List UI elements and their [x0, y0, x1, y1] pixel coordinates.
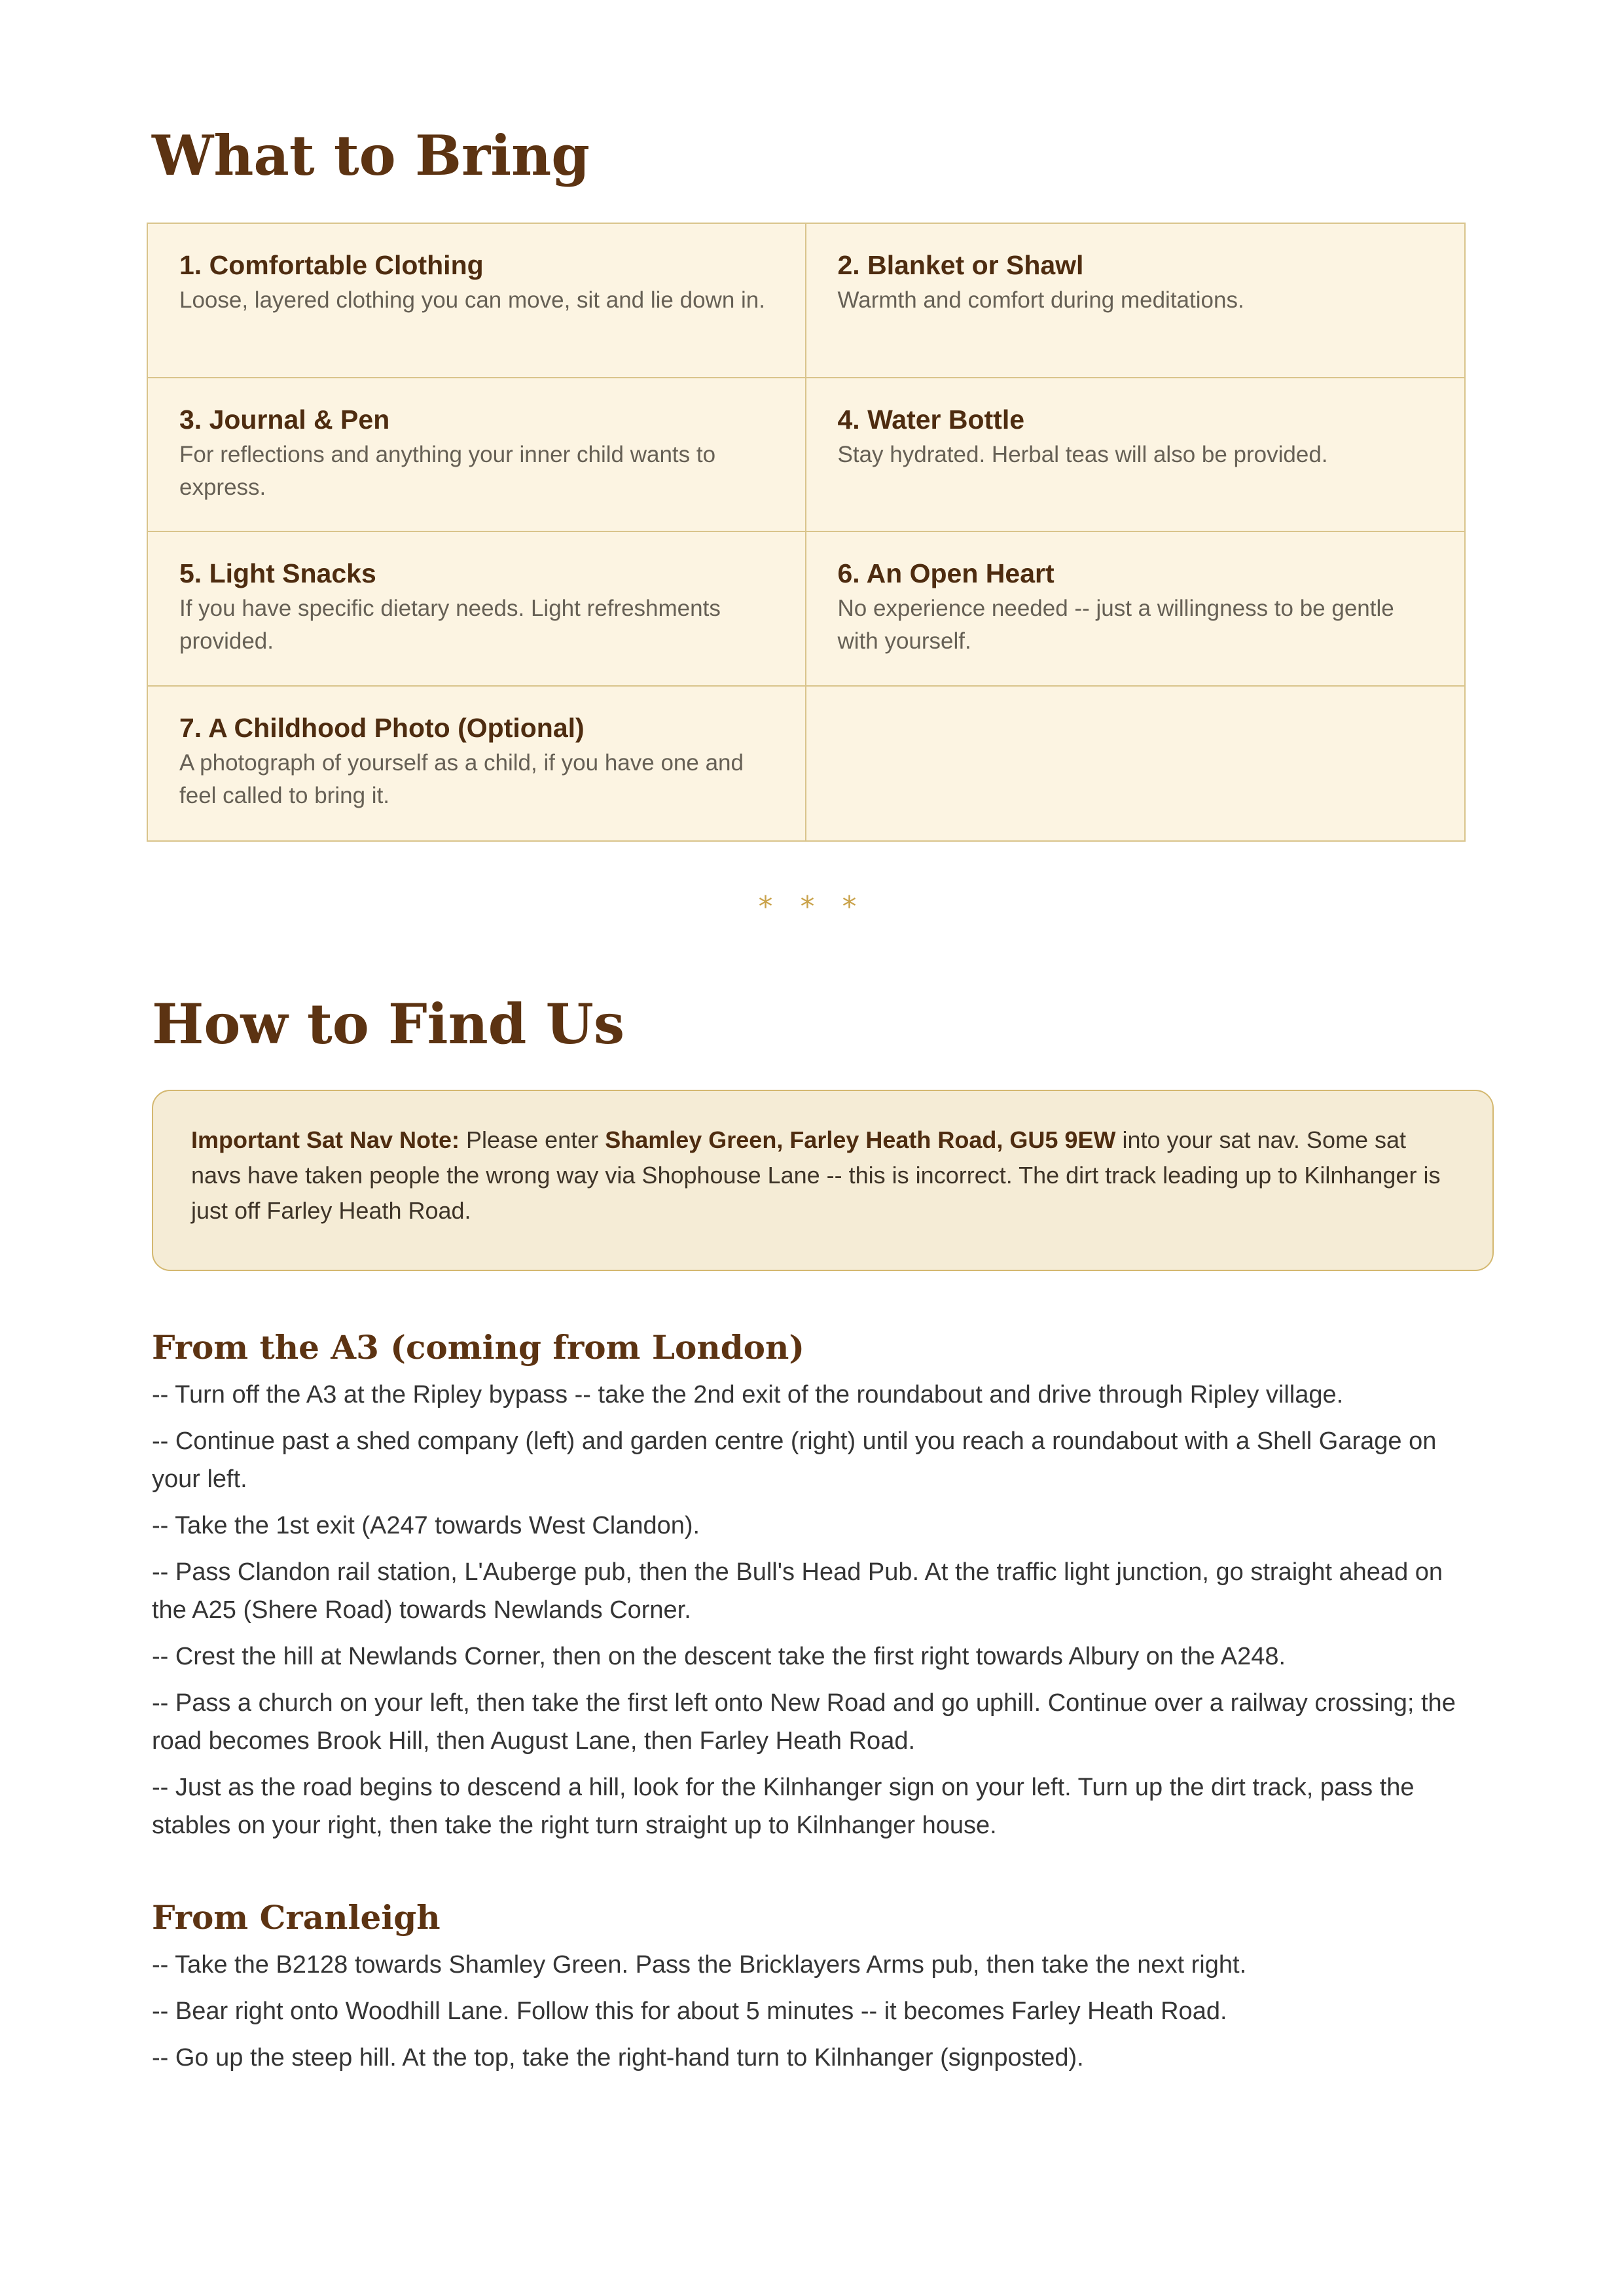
bring-item	[148, 532, 806, 687]
bring-item-desc: Warmth and comfort during meditations.	[837, 287, 1244, 313]
note-text: Please enter	[460, 1126, 605, 1153]
bring-item-desc: No experience needed -- just a willingness to be gentle with yourself.	[837, 596, 1394, 654]
bring-item-title: 3. Journal & Pen	[179, 404, 390, 435]
how-to-find-us-heading: How to Find Us	[152, 992, 625, 1056]
direction-step: -- Pass a church on your left, then take the first left onto New Road and go uphill. Continue over a railway crossing; the road becomes Brook Hill, then August Lane, then Farley Heath Road.	[152, 1689, 1456, 1755]
what-to-bring-heading: What to Bring	[152, 123, 590, 188]
bring-item-title: 7. A Childhood Photo (Optional)	[179, 712, 585, 743]
what-to-bring-grid	[147, 223, 1466, 842]
bring-item	[148, 224, 806, 378]
bring-item	[806, 532, 1465, 687]
note-text: into your sat nav. Some sat navs have taken people the wrong way via Shophouse Lane -- this is incorrect. The dirt track leading up to Kilnhanger is just off Farley Heath Road.	[191, 1126, 1441, 1224]
direction-step: -- Pass Clandon rail station, L'Auberge pub, then the Bull's Head Pub. At the traffic light junction, go straight ahead on the A25 (Shere Road) towards Newlands Corner.	[152, 1558, 1443, 1624]
bring-item-desc: A photograph of yourself as a child, if you have one and feel called to bring it.	[179, 749, 744, 808]
note-address: Shamley Green, Farley Heath Road, GU5 9EW	[605, 1126, 1116, 1153]
bring-item	[148, 687, 806, 841]
empty-cell	[806, 687, 1465, 841]
direction-step: -- Take the B2128 towards Shamley Green. Pass the Bricklayers Arms pub, then take the next right.	[152, 1951, 1247, 1979]
a3-directions-list	[152, 1376, 1481, 1853]
bring-item	[806, 378, 1465, 533]
direction-step: -- Go up the steep hill. At the top, take the right-hand turn to Kilnhanger (signposted).	[152, 2044, 1084, 2072]
direction-step: -- Just as the road begins to descend a hill, look for the Kilnhanger sign on your left. Turn up the dirt track, pass the stables on your right, then take the right turn straight up to Kilnhanger house.	[152, 1774, 1415, 1839]
note-label: Important Sat Nav Note:	[191, 1126, 460, 1153]
from-cranleigh-heading: From Cranleigh	[152, 1898, 441, 1937]
bring-item	[806, 224, 1465, 378]
from-a3-heading: From the A3 (coming from London)	[152, 1328, 805, 1367]
bring-item	[148, 378, 806, 533]
cranleigh-directions-list	[152, 1946, 1481, 2085]
direction-step: -- Take the 1st exit (A247 towards West Clandon).	[152, 1512, 700, 1539]
direction-step: -- Crest the hill at Newlands Corner, then on the descent take the first right towards Albury on the A248.	[152, 1643, 1286, 1670]
bring-item-desc: For reflections and anything your inner child wants to express.	[179, 441, 716, 500]
bring-item-title: 5. Light Snacks	[179, 558, 376, 588]
bring-item-desc: Loose, layered clothing you can move, sit and lie down in.	[179, 287, 765, 313]
direction-step: -- Continue past a shed company (left) and garden centre (right) until you reach a roundabout with a Shell Garage on your left.	[152, 1427, 1437, 1493]
section-divider: * * *	[758, 890, 866, 924]
bring-item-title: 1. Comfortable Clothing	[179, 250, 484, 280]
bring-item-desc: Stay hydrated. Herbal teas will also be provided.	[837, 441, 1328, 467]
bring-item-title: 4. Water Bottle	[837, 404, 1025, 435]
sat-nav-note	[152, 1090, 1494, 1271]
bring-item-desc: If you have specific dietary needs. Light refreshments provided.	[179, 596, 721, 654]
direction-step: -- Bear right onto Woodhill Lane. Follow this for about 5 minutes -- it becomes Farley Heath Road.	[152, 1998, 1227, 2025]
bring-item-title: 6. An Open Heart	[837, 558, 1055, 588]
bring-item-title: 2. Blanket or Shawl	[837, 250, 1084, 280]
direction-step: -- Turn off the A3 at the Ripley bypass -- take the 2nd exit of the roundabout and drive through Ripley village.	[152, 1381, 1344, 1408]
